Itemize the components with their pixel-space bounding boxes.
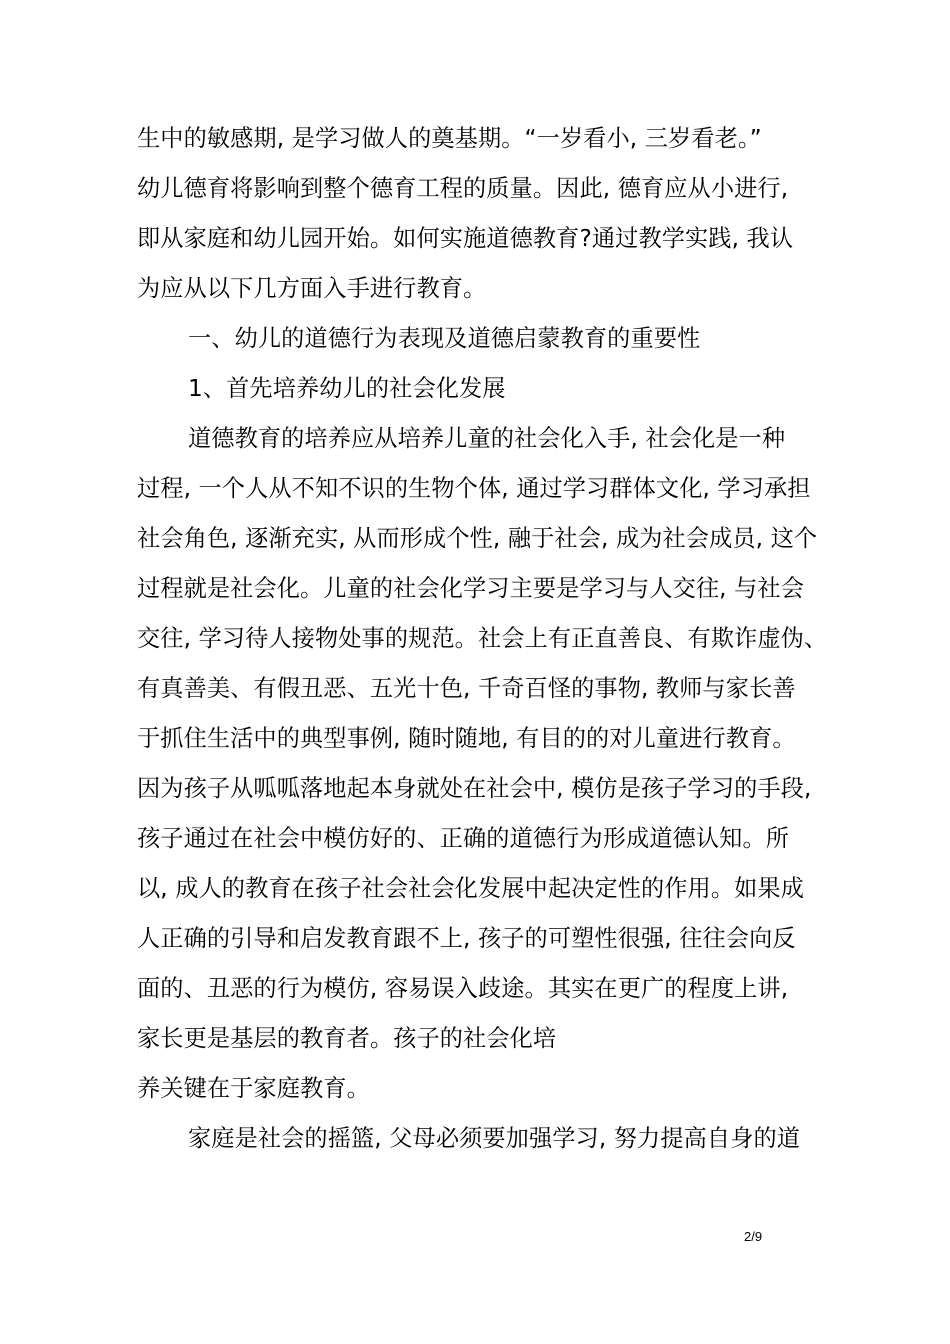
paragraph-line-6: 有真善美、有假丑恶、五光十色, 千奇百怪的事物, 教师与家长善 bbox=[137, 675, 796, 702]
next-paragraph-line-1: 家庭是社会的摇篮, 父母必须要加强学习, 努力提高自身的道 bbox=[188, 1125, 801, 1152]
subsection-heading: 1、首先培养幼儿的社会化发展 bbox=[188, 375, 506, 402]
paragraph-line-14: 养关键在于家庭教育。 bbox=[137, 1075, 370, 1102]
text-line-3: 即从家庭和幼儿园开始。如何实施道德教育?通过教学实践, 我认 bbox=[137, 225, 794, 252]
paragraph-line-3: 社会角色, 逐渐充实, 从而形成个性, 融于社会, 成为社会成员, 这个 bbox=[137, 525, 818, 552]
text-line-2: 幼儿德育将影响到整个德育工程的质量。因此, 德育应从小进行, bbox=[137, 175, 789, 202]
paragraph-line-11: 人正确的引导和启发教育跟不上, 孩子的可塑性很强, 往往会向反 bbox=[137, 925, 796, 952]
paragraph-line-2: 过程, 一个人从不知不识的生物个体, 通过学习群体文化, 学习承担 bbox=[137, 475, 811, 502]
text-line-1: 生中的敏感期, 是学习做人的奠基期。“一岁看小, 三岁看老。” bbox=[137, 125, 762, 152]
paragraph-line-8: 因为孩子从呱呱落地起本身就处在社会中, 模仿是孩子学习的手段, bbox=[137, 775, 812, 802]
text-line-4: 为应从以下几方面入手进行教育。 bbox=[137, 275, 487, 302]
page-number: 2/9 bbox=[744, 1229, 763, 1244]
paragraph-line-9: 孩子通过在社会中模仿好的、正确的道德行为形成道德认知。所 bbox=[137, 825, 790, 852]
paragraph-line-1: 道德教育的培养应从培养儿童的社会化入手, 社会化是一种 bbox=[188, 425, 786, 452]
paragraph-line-5: 交往, 学习待人接物处事的规范。社会上有正直善良、有欺诈虚伪、 bbox=[137, 625, 828, 652]
paragraph-line-10: 以, 成人的教育在孩子社会社会化发展中起决定性的作用。如果成 bbox=[137, 875, 804, 902]
paragraph-line-13: 家长更是基层的教育者。孩子的社会化培 bbox=[137, 1025, 557, 1052]
paragraph-line-12: 面的、丑恶的行为模仿, 容易误入歧途。其实在更广的程度上讲, bbox=[137, 975, 789, 1002]
paragraph-line-7: 于抓住生活中的典型事例, 随时随地, 有目的的对儿童进行教育。 bbox=[137, 725, 796, 752]
section-heading: 一、幼儿的道德行为表现及道德启蒙教育的重要性 bbox=[188, 325, 701, 352]
paragraph-line-4: 过程就是社会化。儿童的社会化学习主要是学习与人交往, 与社会 bbox=[137, 575, 804, 602]
